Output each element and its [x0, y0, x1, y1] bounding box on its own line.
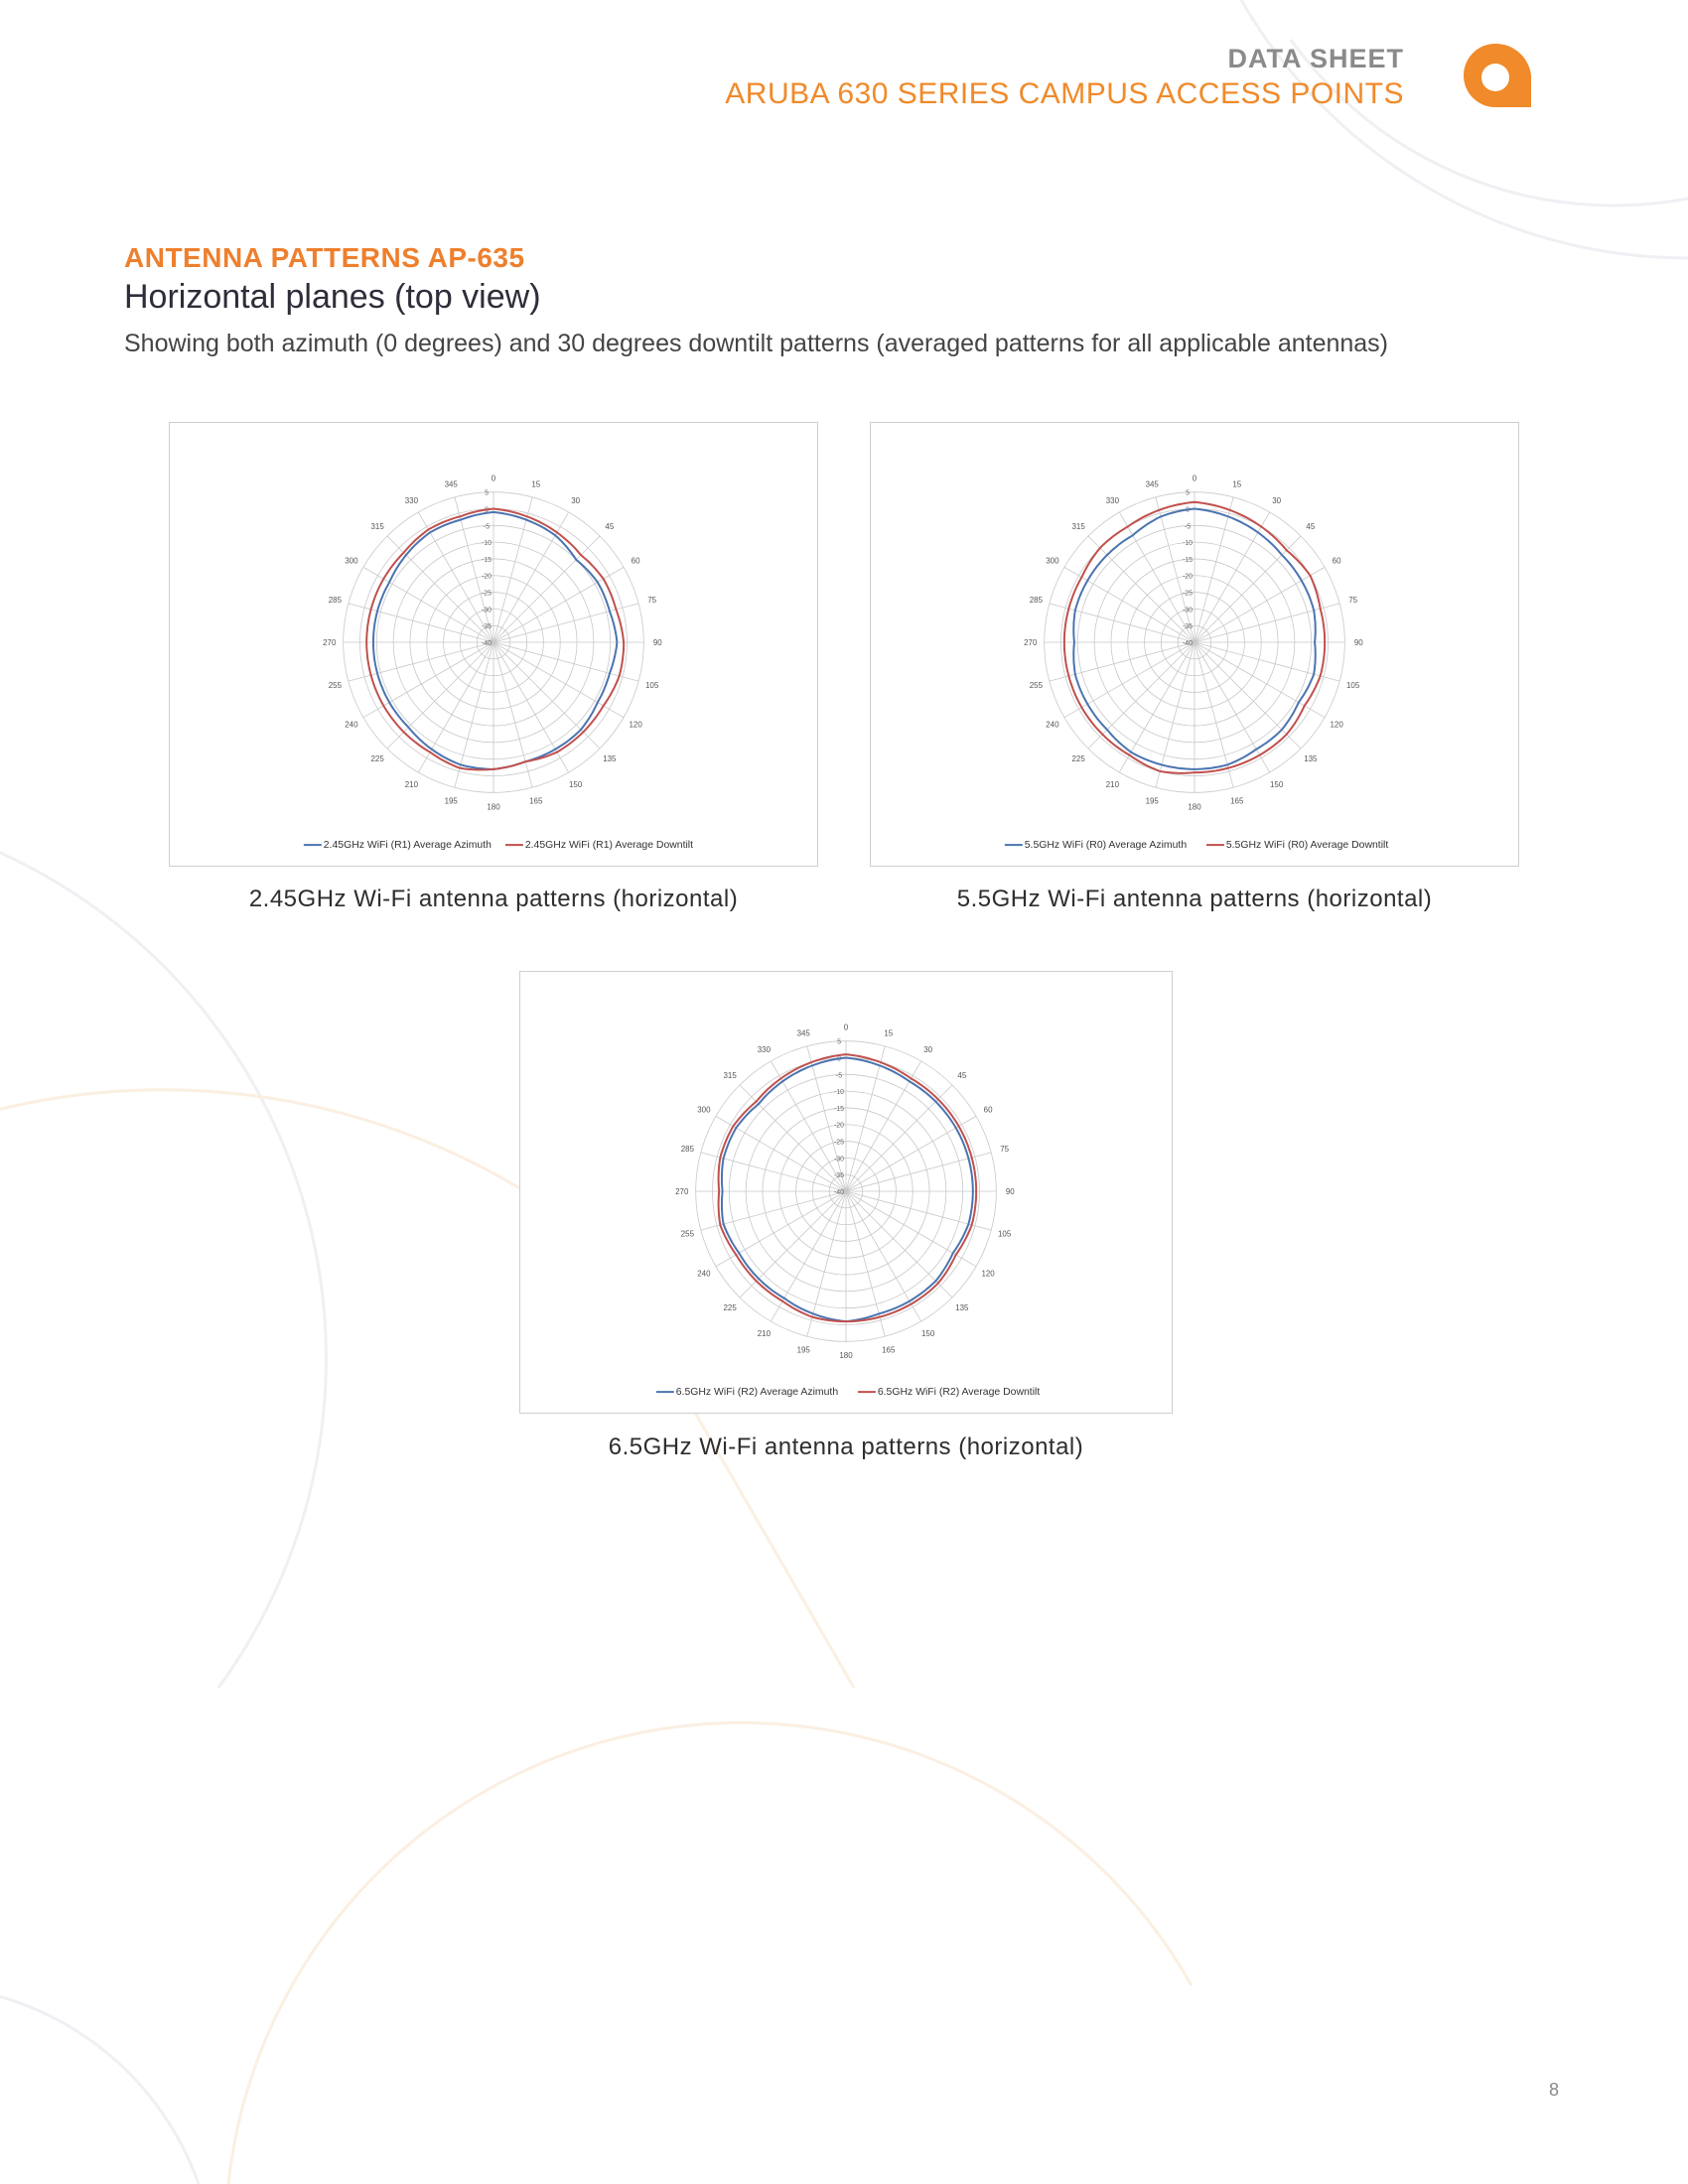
angle-tick-label: 90 [652, 637, 662, 647]
radial-tick-label: 0 [1186, 506, 1190, 514]
radial-tick-label: -5 [1184, 523, 1192, 531]
radial-tick-label: -25 [1183, 590, 1194, 598]
angle-tick-label: 30 [571, 495, 581, 505]
angle-tick-label: 135 [1304, 753, 1318, 763]
radial-tick-label: -25 [834, 1139, 845, 1147]
polar-grid-spoke [1195, 604, 1339, 642]
angle-tick-label: 240 [345, 720, 358, 730]
radial-tick-label: -10 [482, 540, 492, 548]
angle-tick-label: 60 [1332, 556, 1341, 566]
radial-tick-label: -15 [834, 1105, 845, 1113]
angle-tick-label: 75 [1000, 1145, 1010, 1155]
polar-grid-spoke [807, 1046, 846, 1191]
radial-tick-label: -25 [482, 590, 492, 598]
polar-chart-2-45ghz [170, 423, 817, 866]
radial-tick-label: -15 [1183, 556, 1194, 564]
angle-tick-label: 180 [839, 1351, 853, 1361]
angle-tick-label: 225 [723, 1302, 737, 1312]
chart-caption-6-5ghz: 6.5GHz Wi-Fi antenna patterns (horizontal) [608, 1433, 1084, 1460]
radial-tick-label: -30 [834, 1156, 845, 1163]
product-title: ARUBA 630 SERIES CAMPUS ACCESS POINTS [725, 77, 1404, 110]
polar-chart-6-5ghz [520, 972, 1172, 1413]
angle-tick-label: 315 [370, 522, 384, 532]
angle-tick-label: 330 [404, 495, 419, 505]
angle-tick-label: 105 [1345, 680, 1360, 690]
angle-tick-label: 75 [1348, 596, 1358, 606]
legend-label: 2.45GHz WiFi (R1) Average Downtilt [524, 840, 694, 852]
angle-tick-label: 105 [644, 680, 659, 690]
angle-tick-label: 255 [1029, 680, 1044, 690]
angle-tick-label: 15 [1232, 479, 1242, 489]
polar-grid-spoke [1050, 604, 1195, 642]
angle-tick-label: 240 [697, 1269, 711, 1279]
radial-tick-label: -5 [835, 1072, 843, 1080]
legend-label: 5.5GHz WiFi (R0) Average Azimuth [1024, 840, 1188, 852]
radial-tick-label: -20 [482, 573, 492, 581]
legend-label: 2.45GHz WiFi (R1) Average Azimuth [323, 840, 492, 852]
section-title: ANTENNA PATTERNS AP-635 [124, 242, 525, 273]
angle-tick-label: 135 [955, 1302, 969, 1312]
angle-tick-label: 165 [1230, 796, 1244, 806]
angle-tick-label: 315 [723, 1071, 737, 1081]
angle-tick-label: 210 [757, 1329, 772, 1339]
angle-tick-label: 165 [882, 1345, 896, 1355]
angle-tick-label: 30 [1272, 495, 1282, 505]
angle-tick-label: 330 [1105, 495, 1120, 505]
radial-tick-label: -30 [1183, 607, 1194, 614]
angle-tick-label: 45 [1306, 522, 1316, 532]
angle-tick-label: 285 [680, 1145, 695, 1155]
radial-tick-label: -35 [834, 1172, 845, 1180]
angle-tick-label: 195 [1145, 796, 1159, 806]
aruba-logo-icon [1456, 36, 1535, 115]
angle-tick-label: 120 [981, 1269, 995, 1279]
radial-tick-label: -35 [1183, 623, 1194, 631]
angle-tick-label: 60 [983, 1105, 993, 1115]
angle-tick-label: 345 [1145, 479, 1159, 489]
angle-tick-label: 270 [323, 637, 337, 647]
angle-tick-label: 60 [631, 556, 640, 566]
legend-label: 6.5GHz WiFi (R2) Average Downtilt [877, 1387, 1041, 1399]
chart-caption-2-45ghz: 2.45GHz Wi-Fi antenna patterns (horizontal) [248, 886, 739, 912]
angle-tick-label: 240 [1046, 720, 1059, 730]
angle-tick-label: 195 [444, 796, 458, 806]
radial-tick-label: -40 [482, 639, 492, 647]
angle-tick-label: 120 [1330, 720, 1343, 730]
chart-panel-5-5ghz [870, 422, 1519, 867]
angle-tick-label: 105 [997, 1229, 1012, 1239]
angle-tick-label: 0 [843, 1023, 849, 1032]
angle-tick-label: 330 [757, 1044, 772, 1054]
polar-grid-spoke [1195, 642, 1301, 749]
angle-tick-label: 90 [1353, 637, 1363, 647]
angle-tick-label: 180 [1188, 802, 1201, 812]
angle-tick-label: 150 [920, 1329, 935, 1339]
angle-tick-label: 315 [1071, 522, 1085, 532]
radial-tick-label: -10 [834, 1089, 845, 1097]
angle-tick-label: 255 [680, 1229, 695, 1239]
polar-grid-spoke [1195, 642, 1339, 681]
angle-tick-label: 135 [603, 753, 617, 763]
document-type-label: DATA SHEET [1227, 44, 1404, 73]
radial-tick-label: -5 [483, 523, 491, 531]
angle-tick-label: 345 [444, 479, 458, 489]
chart-panel-6-5ghz [519, 971, 1173, 1414]
angle-tick-label: 15 [531, 479, 541, 489]
angle-tick-label: 15 [884, 1028, 894, 1038]
polar-grid-spoke [1088, 639, 1195, 749]
angle-tick-label: 300 [1046, 556, 1059, 566]
chart-panel-2-45ghz [169, 422, 818, 867]
radial-tick-label: -40 [1183, 639, 1194, 647]
radial-tick-label: -20 [834, 1122, 845, 1130]
polar-grid-spoke [1050, 639, 1195, 681]
radial-tick-label: -15 [482, 556, 492, 564]
angle-tick-label: 30 [923, 1044, 933, 1054]
angle-tick-label: 285 [328, 596, 343, 606]
angle-tick-label: 285 [1029, 596, 1044, 606]
angle-tick-label: 45 [605, 522, 615, 532]
angle-tick-label: 195 [796, 1345, 810, 1355]
radial-tick-label: 0 [485, 506, 489, 514]
polar-grid-spoke [846, 1046, 885, 1191]
polar-grid-spoke [1195, 497, 1233, 642]
radial-tick-label: -10 [1183, 540, 1194, 548]
angle-tick-label: 300 [697, 1105, 711, 1115]
angle-tick-label: 150 [568, 780, 583, 790]
radial-tick-label: -40 [834, 1188, 845, 1196]
chart-caption-5-5ghz: 5.5GHz Wi-Fi antenna patterns (horizontal) [956, 886, 1433, 912]
radial-tick-label: 0 [837, 1055, 841, 1063]
polar-grid-spoke [1156, 497, 1195, 642]
angle-tick-label: 225 [1071, 753, 1085, 763]
section-subtitle: Horizontal planes (top view) [124, 278, 541, 316]
angle-tick-label: 180 [487, 802, 500, 812]
angle-tick-label: 120 [629, 720, 642, 730]
page-number: 8 [1549, 2080, 1560, 2100]
angle-tick-label: 45 [957, 1071, 967, 1081]
legend-label: 5.5GHz WiFi (R0) Average Downtilt [1225, 840, 1389, 852]
section-description: Showing both azimuth (0 degrees) and 30 degrees downtilt patterns (averaged patterns for all applicable antennas) [124, 330, 1389, 357]
angle-tick-label: 270 [675, 1186, 689, 1196]
angle-tick-label: 225 [370, 753, 384, 763]
angle-tick-label: 150 [1269, 780, 1284, 790]
radial-tick-label: 5 [1186, 489, 1190, 497]
radial-tick-label: -30 [482, 607, 492, 614]
angle-tick-label: 75 [647, 596, 657, 606]
polar-chart-5-5ghz [871, 423, 1518, 866]
angle-tick-label: 345 [796, 1028, 810, 1038]
radial-tick-label: 5 [485, 489, 489, 497]
radial-tick-label: -20 [1183, 573, 1194, 581]
angle-tick-label: 255 [328, 680, 343, 690]
angle-tick-label: 0 [1192, 474, 1197, 483]
polar-grid-spoke [493, 536, 600, 642]
angle-tick-label: 300 [345, 556, 358, 566]
angle-tick-label: 90 [1005, 1186, 1015, 1196]
angle-tick-label: 165 [529, 796, 543, 806]
polar-grid-spoke [1088, 536, 1195, 642]
angle-tick-label: 270 [1024, 637, 1038, 647]
angle-tick-label: 210 [1105, 780, 1120, 790]
angle-tick-label: 0 [491, 474, 496, 483]
legend-label: 6.5GHz WiFi (R2) Average Azimuth [675, 1387, 839, 1399]
angle-tick-label: 210 [404, 780, 419, 790]
polar-grid-spoke [1195, 536, 1301, 642]
radial-tick-label: 5 [837, 1038, 841, 1046]
radial-tick-label: -35 [482, 623, 492, 631]
